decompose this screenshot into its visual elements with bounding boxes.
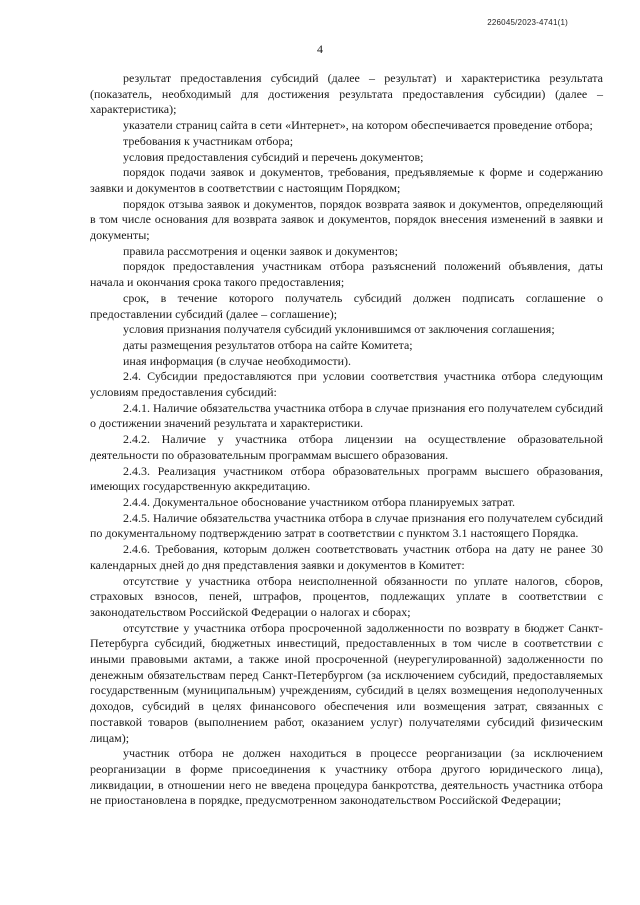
paragraph: срок, в течение которого получатель субсидий должен подписать соглашение о предоставлении субсидий (далее – соглашение); [90, 290, 603, 321]
body-text [90, 71, 603, 809]
paragraph: отсутствие у участника отбора неисполненной обязанности по уплате налогов, сборов, страховых взносов, пеней, штрафов, процентов, подлежащих уплате в соответствии с законодательством Российской Федерации о налогах и сборах; [90, 573, 603, 619]
paragraph: участник отбора не должен находиться в процессе реорганизации (за исключением реорганизации в форме присоединения к участнику отбора другого юридического лица), ликвидации, в отношении него не введена процедура банкротства, деятельность участника отбора не приостановлена в порядке, предусмотренном законодательством Российской Федерации; [90, 746, 603, 808]
paragraph: условия признания получателя субсидий уклонившимся от заключения соглашения; [123, 322, 555, 337]
paragraph: условия предоставления субсидий и перечень документов; [123, 149, 424, 164]
paragraph: даты размещения результатов отбора на сайте Комитета; [123, 337, 413, 352]
page-number: 4 [317, 42, 323, 56]
paragraph: порядок предоставления участникам отбора разъяснений положений объявления, даты начала и окончания срока такого предоставления; [90, 259, 603, 290]
paragraph: порядок отзыва заявок и документов, порядок возврата заявок и документов, определяющий в том числе основания для возврата заявок и документов, порядок внесения изменений в заявки и документы; [90, 196, 603, 243]
paragraph: 2.4.1. Наличие обязательства участника отбора в случае признания его получателем субсидий о достижении значений результата и характеристики. [90, 400, 603, 431]
paragraph: 2.4.5. Наличие обязательства участника отбора в случае признания его получателем субсидий по документальному подтверждению затрат в соответствии с пунктом 3.1 настоящего Порядка. [90, 510, 603, 541]
paragraph: порядок подачи заявок и документов, требования, предъявляемые к форме и содержанию заявки и документов в соответствии с настоящим Порядком; [90, 165, 603, 195]
paragraph: 2.4.6. Требования, которым должен соответствовать участник отбора на дату не ранее 30 календарных дней до дня представления заявки и документов в Комитет: [90, 542, 603, 572]
paragraph: результат предоставления субсидий (далее – результат) и характеристика результата (показатель, необходимый для достижения результата предоставления субсидии) (далее – характеристика); [90, 71, 603, 117]
paragraph: указатели страниц сайта в сети «Интернет», на котором обеспечивается проведение отбора; [123, 118, 593, 133]
paragraph: 2.4.4. Документальное обоснование участником отбора планируемых затрат. [123, 494, 515, 509]
paragraph: отсутствие у участника отбора просроченной задолженности по возврату в бюджет Санкт-Петербурга субсидий, бюджетных инвестиций, предоставленных в том числе в соответствии с иными правовыми актами, а также иной просроченной (неурегулированной) задолженности по денежным обязательствам перед Санкт-Петербургом (за исключением субсидий, предоставляемых государственным (муниципальным) учреждениям, субсидий в целях возмещения недополученных доходов, субсидий в целях финансового обеспечения или возмещения затрат, связанных с поставкой товаров (выполнением работ, оказанием услуг) получателями субсидий физическим лицам); [90, 620, 603, 745]
paragraph: 2.4.2. Наличие у участника отбора лицензии на осуществление образовательной деятельности по образовательным программам высшего образования. [90, 432, 603, 462]
paragraph: правила рассмотрения и оценки заявок и документов; [123, 243, 398, 258]
paragraph: 2.4.3. Реализация участником отбора образовательных программ высшего образования, имеющих государственную аккредитацию. [90, 463, 603, 494]
paragraph: иная информация (в случае необходимости). [123, 353, 351, 368]
document-id: 226045/2023-4741(1) [487, 18, 568, 27]
paragraph: требования к участникам отбора; [123, 133, 294, 148]
paragraph: 2.4. Субсидии предоставляются при условии соответствия участника отбора следующим условиям предоставления субсидий: [90, 369, 603, 400]
